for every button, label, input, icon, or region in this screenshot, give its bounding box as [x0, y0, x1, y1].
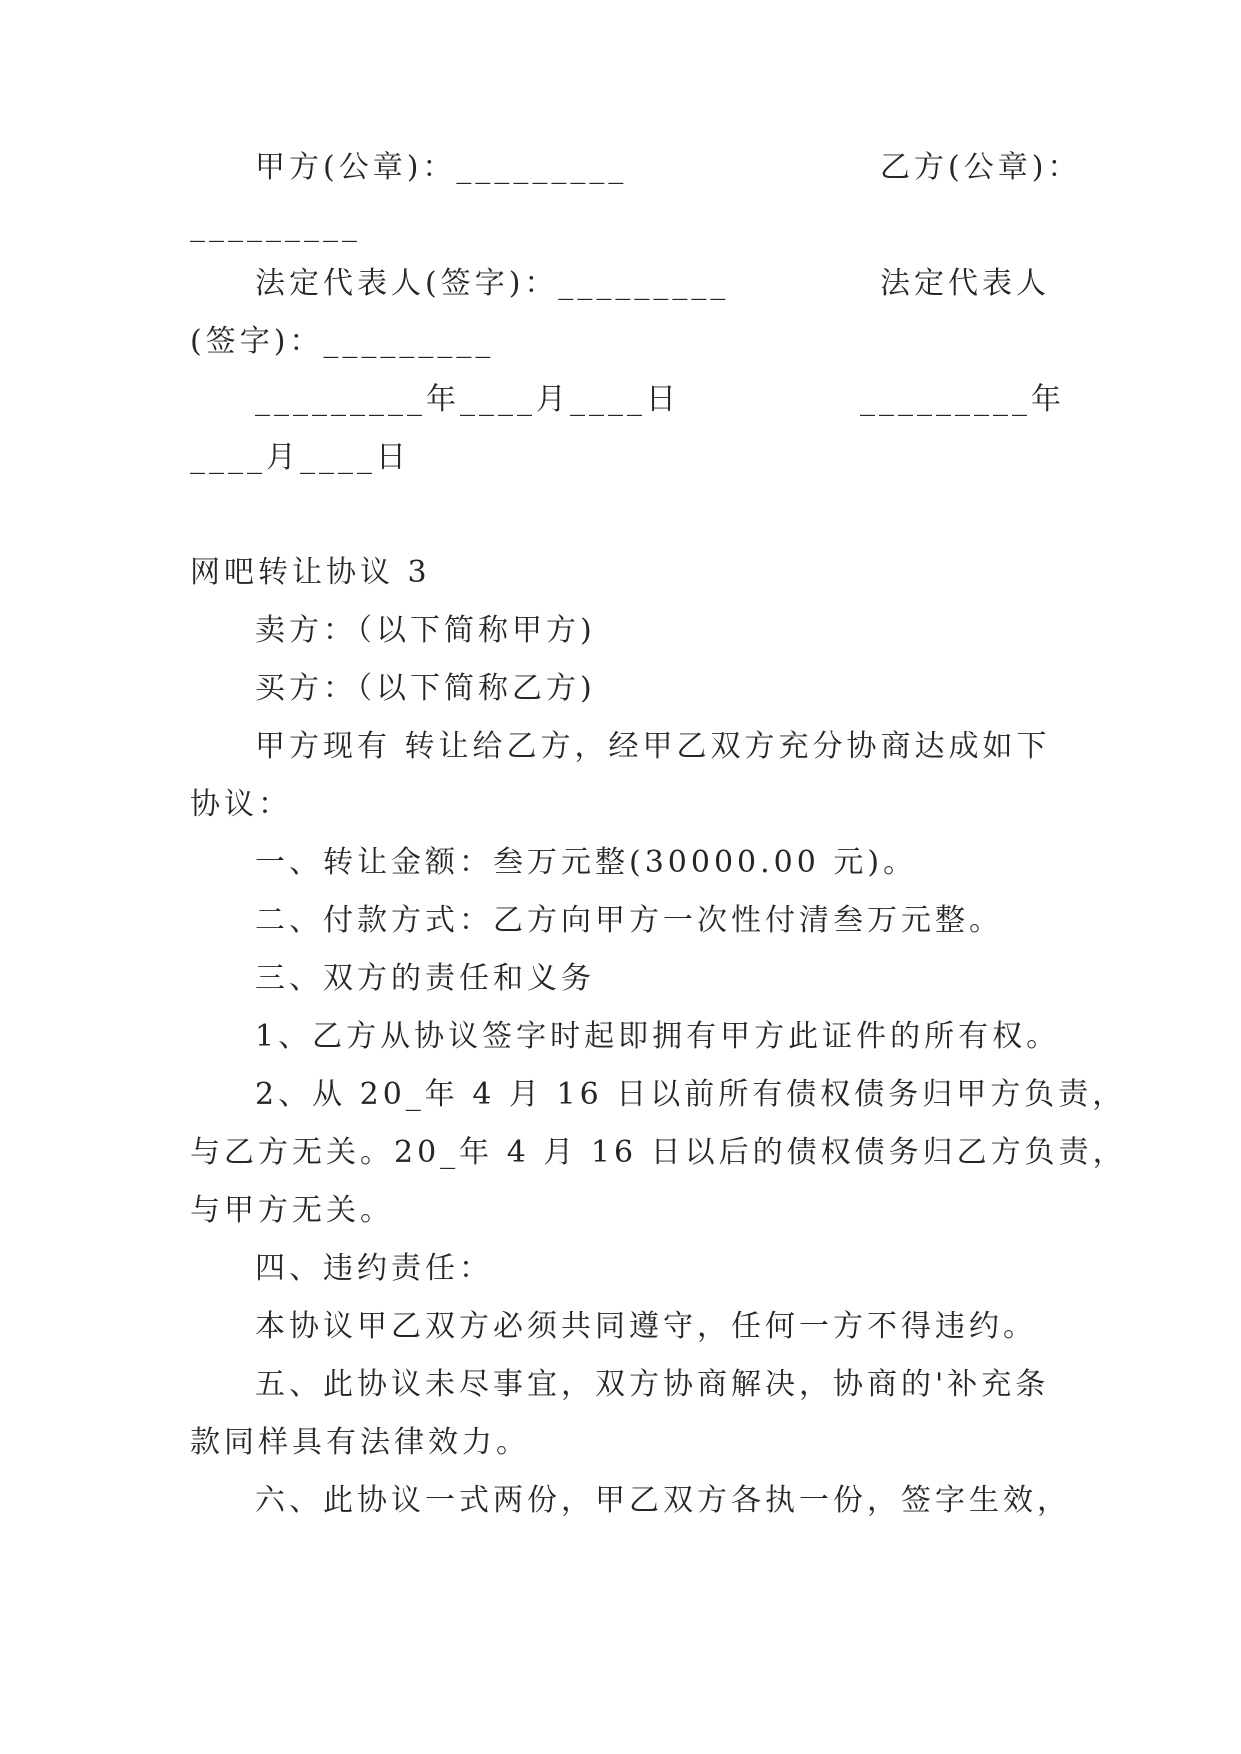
- clause-5a: 五、此协议未尽事宜，双方协商解决，协商的'补充条: [255, 1367, 1050, 1402]
- clause-4-1: 本协议甲乙双方必须共同遵守，任何一方不得违约。: [255, 1309, 1037, 1344]
- party-b-seal-line: 乙方(公章)：: [880, 150, 1082, 185]
- agreement-title: 网吧转让协议 3: [190, 555, 431, 590]
- rep-b-sign-line: (签字)：_________: [190, 324, 495, 359]
- party-b-seal-blank: _________: [190, 208, 361, 243]
- intro-line-1: 甲方现有 转让给乙方，经甲乙双方充分协商达成如下: [255, 729, 1051, 764]
- clause-3-2c: 与甲方无关。: [190, 1193, 394, 1228]
- clause-4: 四、违约责任：: [255, 1251, 493, 1286]
- seller-line: 卖方：（以下简称甲方): [255, 613, 596, 648]
- clause-6a: 六、此协议一式两份，甲乙双方各执一份，签字生效，: [255, 1483, 1071, 1518]
- clause-3-1: 1、乙方从协议签字时起即拥有甲方此证件的所有权。: [255, 1019, 1061, 1054]
- clause-3-2b: 与乙方无关。20_年 4 月 16 日以后的债权债务归乙方负责，: [190, 1135, 1127, 1170]
- date-a-line: _________年____月____日: [255, 382, 680, 417]
- clause-1: 一、转让金额：叁万元整(30000.00 元)。: [255, 845, 918, 880]
- clause-2: 二、付款方式：乙方向甲方一次性付清叁万元整。: [255, 903, 1003, 938]
- buyer-line: 买方：（以下简称乙方): [255, 671, 596, 706]
- rep-a-line: 法定代表人(签字)：_________: [255, 266, 730, 301]
- clause-5b: 款同样具有法律效力。: [190, 1425, 530, 1460]
- date-b-cont-line: ____月____日: [190, 440, 410, 475]
- date-b-line: _________年: [860, 382, 1065, 417]
- clause-3-2a: 2、从 20_年 4 月 16 日以前所有债权债务归甲方负责，: [255, 1077, 1127, 1112]
- party-a-seal-line: 甲方(公章)：_________: [255, 150, 628, 185]
- clause-3: 三、双方的责任和义务: [255, 961, 595, 996]
- intro-line-2: 协议：: [190, 787, 292, 822]
- rep-b-line: 法定代表人: [880, 266, 1050, 301]
